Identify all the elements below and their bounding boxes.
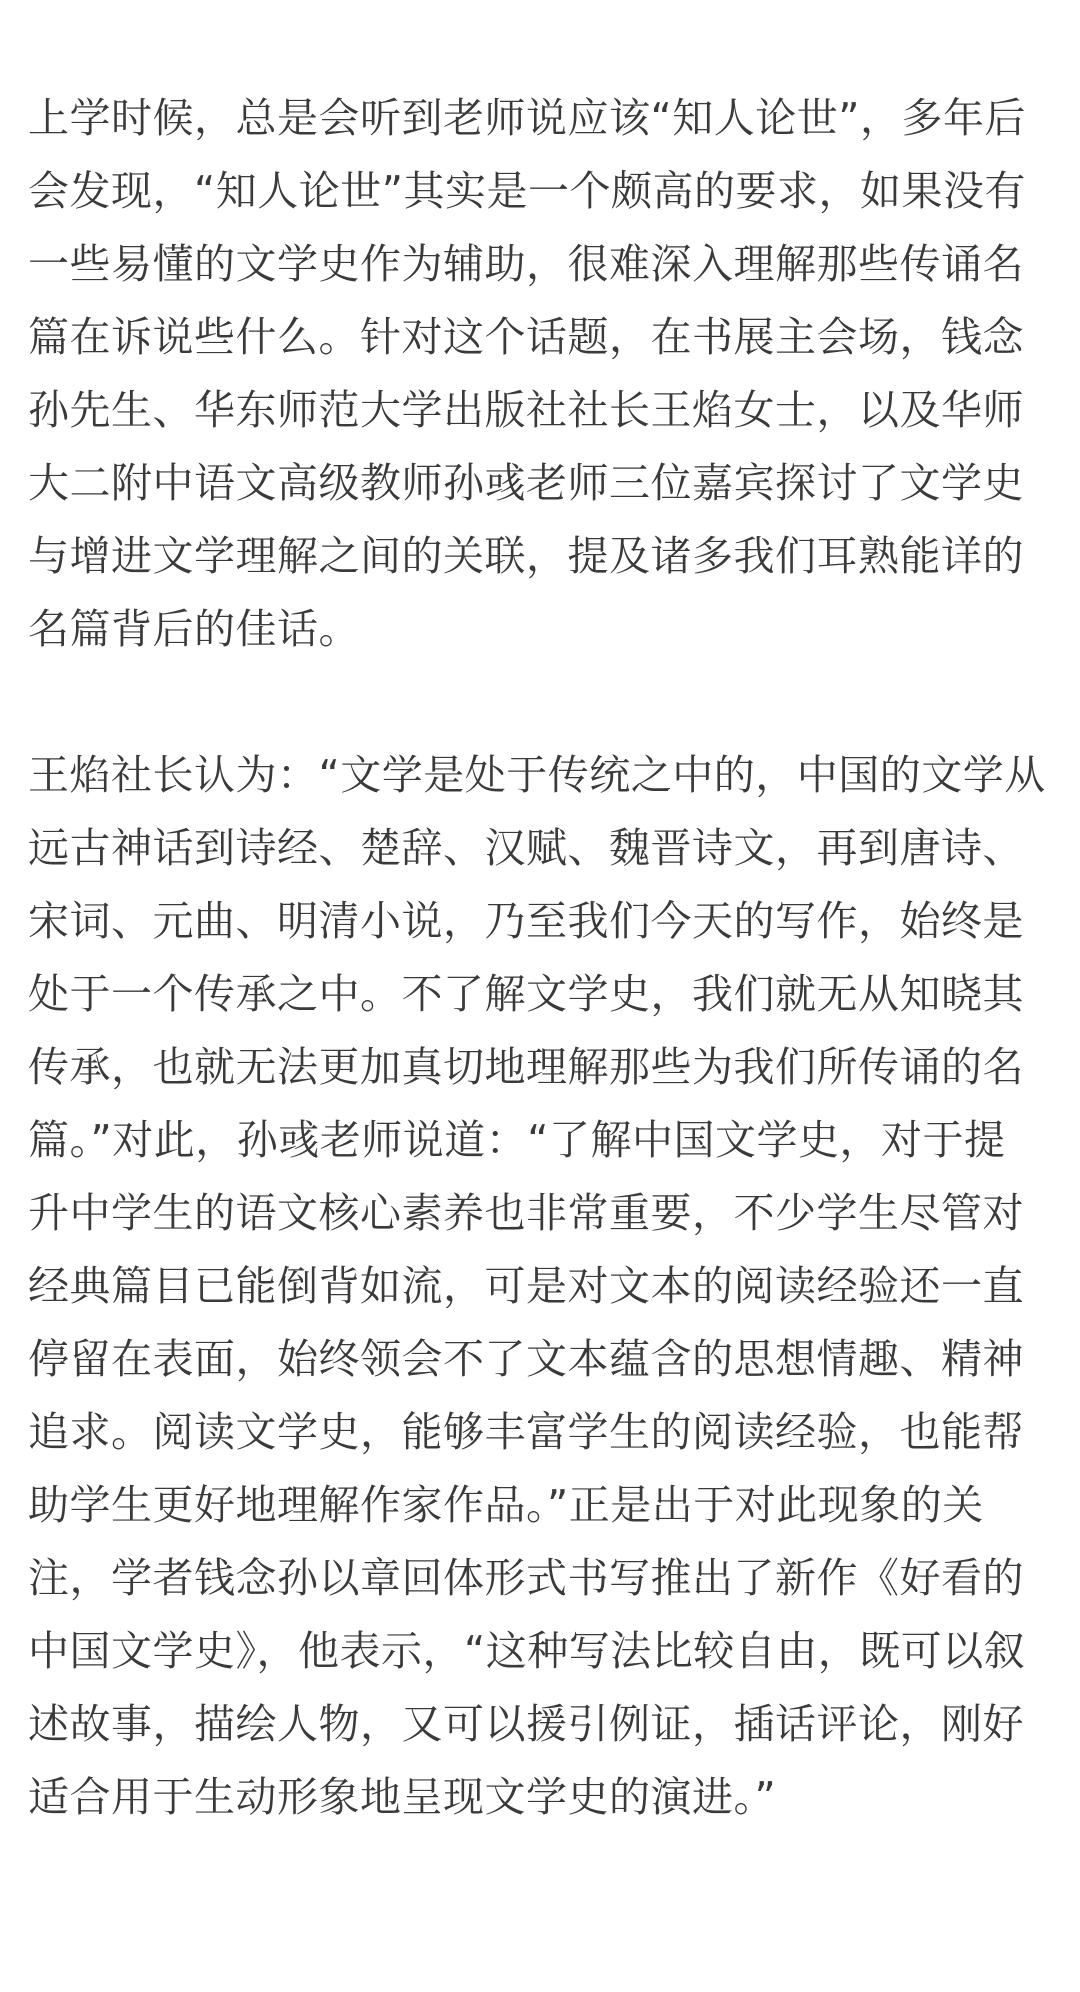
text-line: 停留在表面，始终领会不了文本蕴含的思想情趣、精神 bbox=[28, 1335, 1024, 1383]
text-line: 追求。阅读文学史，能够丰富学生的阅读经验，也能帮 bbox=[28, 1408, 1024, 1456]
text-line: 宋词、元曲、明清小说，乃至我们今天的写作，始终是 bbox=[28, 897, 1024, 945]
text-line: 升中学生的语文核心素养也非常重要，不少学生尽管对 bbox=[28, 1189, 1024, 1237]
article-body bbox=[28, 82, 1052, 1834]
text-line: 助学生更好地理解作家作品。”正是出于对此现象的关 bbox=[28, 1481, 984, 1529]
paragraph-discussion bbox=[28, 739, 1052, 1834]
text-line: 处于一个传承之中。不了解文学史，我们就无从知晓其 bbox=[28, 970, 1024, 1018]
text-line: 注，学者钱念孙以章回体形式书写推出了新作《好看的 bbox=[28, 1554, 1024, 1602]
text-line: 适合用于生动形象地呈现文学史的演进。” bbox=[28, 1773, 777, 1821]
text-line: 篇。”对此，孙彧老师说道：“了解中国文学史，对于提 bbox=[28, 1116, 1006, 1164]
text-line: 名篇背后的佳话。 bbox=[28, 605, 360, 653]
text-line: 上学时候，总是会听到老师说应该“知人论世”，多年后 bbox=[28, 94, 1026, 142]
text-line: 述故事，描绘人物，又可以援引例证，插话评论，刚好 bbox=[28, 1700, 1024, 1748]
text-line: 大二附中语文高级教师孙彧老师三位嘉宾探讨了文学史 bbox=[28, 459, 1024, 507]
paragraph-intro bbox=[28, 82, 1052, 666]
text-line: 远古神话到诗经、楚辞、汉赋、魏晋诗文，再到唐诗、 bbox=[28, 824, 1024, 872]
text-line: 与增进文学理解之间的关联，提及诸多我们耳熟能详的 bbox=[28, 532, 1024, 580]
text-line: 传承，也就无法更加真切地理解那些为我们所传诵的名 bbox=[28, 1043, 1024, 1091]
text-line: 经典篇目已能倒背如流，可是对文本的阅读经验还一直 bbox=[28, 1262, 1024, 1310]
text-line: 会发现，“知人论世”其实是一个颇高的要求，如果没有 bbox=[28, 167, 1026, 215]
text-line: 一些易懂的文学史作为辅助，很难深入理解那些传诵名 bbox=[28, 240, 1024, 288]
text-line: 中国文学史》，他表示，“这种写法比较自由，既可以叙 bbox=[28, 1627, 1026, 1675]
text-line: 篇在诉说些什么。针对这个话题，在书展主会场，钱念 bbox=[28, 313, 1024, 361]
text-line: 王焰社长认为：“文学是处于传统之中的，中国的文学从 bbox=[28, 751, 1046, 799]
text-line: 孙先生、华东师范大学出版社社长王焰女士，以及华师 bbox=[28, 386, 1024, 434]
